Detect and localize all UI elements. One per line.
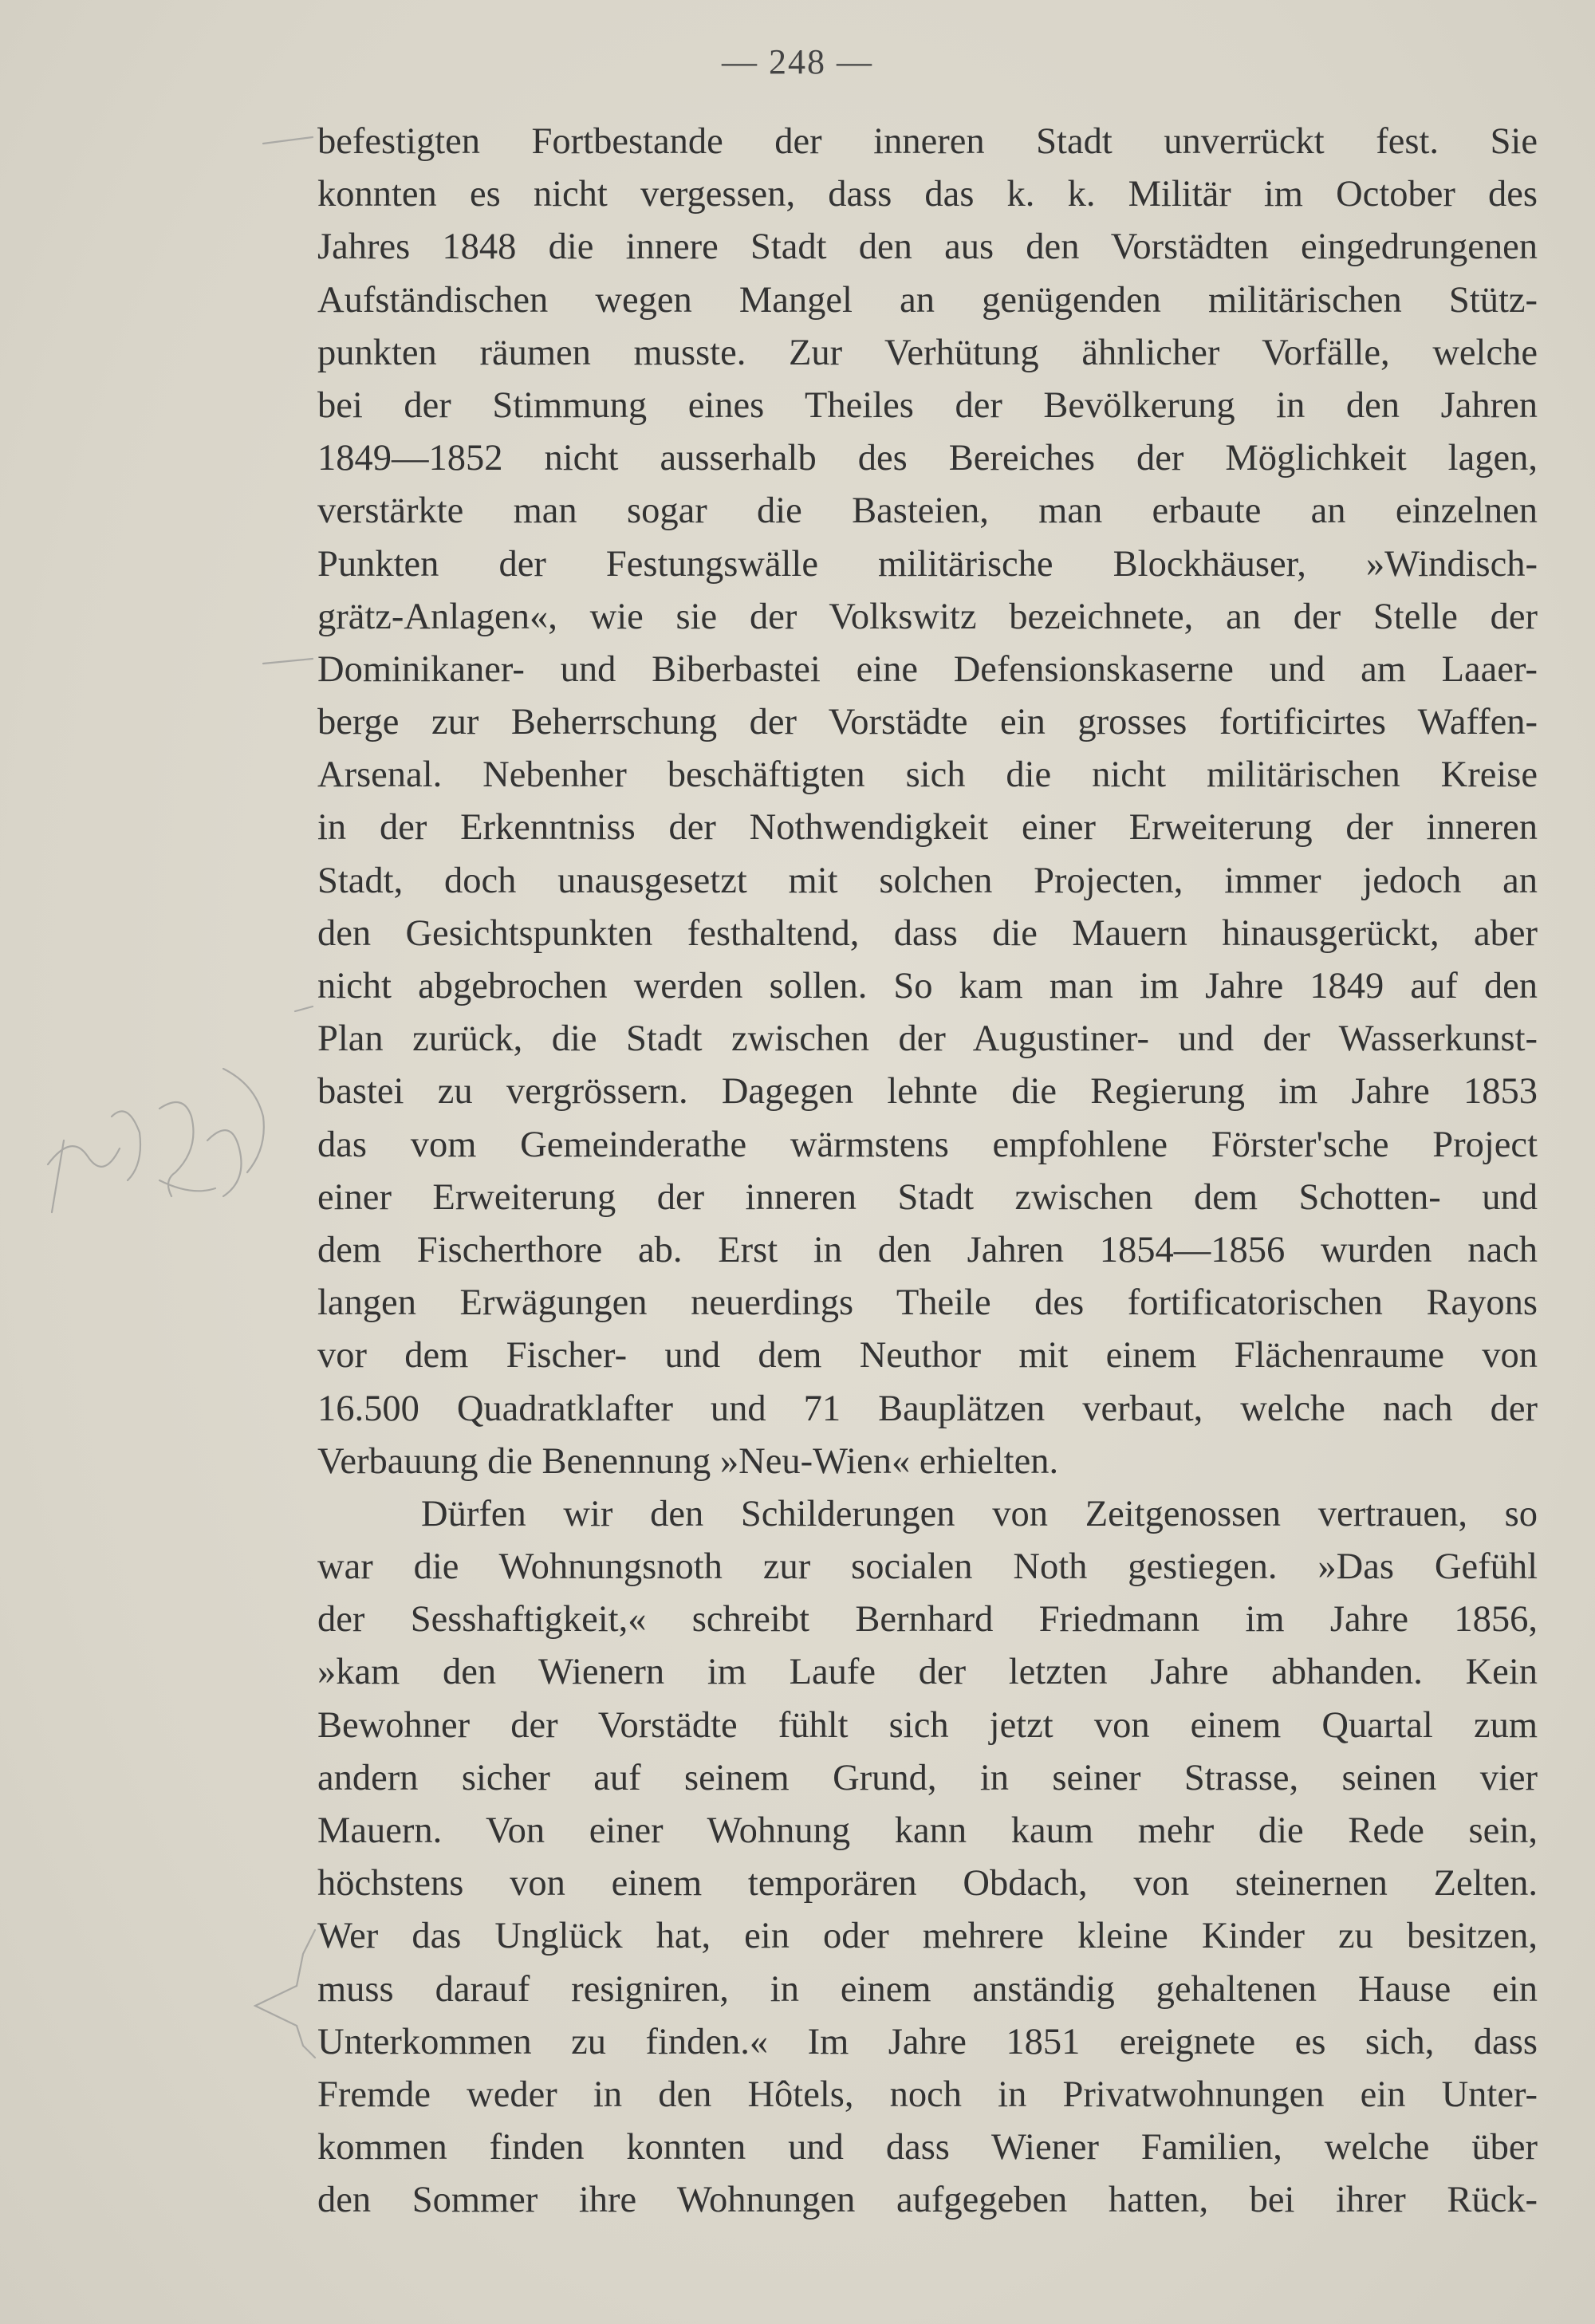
text-line: das vom Gemeinderathe wärmstens empfohlene Förster'sche Project <box>317 1124 1538 1165</box>
text-line: in der Erkenntniss der Nothwendigkeit einer Erweiterung der inneren <box>317 807 1538 849</box>
paragraph-2 <box>317 1488 1538 2227</box>
body-text <box>317 116 1538 2227</box>
paragraph-1 <box>317 116 1538 1488</box>
text-line: muss darauf resigniren, in einem anständig gehaltenen Hause ein <box>317 1968 1538 2010</box>
text-line: vor dem Fischer- und dem Neuthor mit einem Flächenraume von <box>317 1335 1538 1377</box>
text-line: berge zur Beherrschung der Vorstädte ein grosses fortificirtes Waffen- <box>317 702 1538 743</box>
text-line: Arsenal. Nebenher beschäftigten sich die nicht militärischen Kreise <box>317 754 1538 796</box>
text-line: andern sicher auf seinem Grund, in seiner Strasse, seinen vier <box>317 1757 1538 1798</box>
text-line: höchstens von einem temporären Obdach, von steinernen Zelten. <box>317 1863 1538 1904</box>
text-line: konnten es nicht vergessen, dass das k. k. Militär im October des <box>317 174 1538 215</box>
text-line: den Sommer ihre Wohnungen aufgegeben hatten, bei ihrer Rück- <box>317 2180 1538 2221</box>
text-line: punkten räumen musste. Zur Verhütung ähnlicher Vorfälle, welche <box>317 332 1538 373</box>
text-line: bastei zu vergrössern. Dagegen lehnte die Regierung im Jahre 1853 <box>317 1071 1538 1113</box>
text-line: nicht abgebrochen werden sollen. So kam man im Jahre 1849 auf den <box>317 966 1538 1006</box>
text-line: Aufständischen wegen Mangel an genügenden militärischen Stütz- <box>317 279 1538 321</box>
text-line: einer Erweiterung der inneren Stadt zwischen dem Schotten- und <box>317 1176 1538 1218</box>
text-line: Mauern. Von einer Wohnung kann kaum mehr die Rede sein, <box>317 1810 1538 1851</box>
text-line: Fremde weder in den Hôtels, noch in Privatwohnungen ein Unter- <box>317 2074 1538 2115</box>
text-line: bei der Stimmung eines Theiles der Bevölkerung in den Jahren <box>317 384 1538 426</box>
text-line: Dürfen wir den Schilderungen von Zeitgenossen vertrauen, so <box>421 1493 1538 1534</box>
text-line: Dominikaner- und Biberbastei eine Defensionskaserne und am Laaer- <box>317 648 1538 690</box>
text-line: Bewohner der Vorstädte fühlt sich jetzt von einem Quartal zum <box>317 1704 1538 1746</box>
text-line: 16.500 Quadratklafter und 71 Bauplätzen verbaut, welche nach der <box>317 1388 1538 1429</box>
text-line: verstärkte man sogar die Basteien, man erbaute an einzelnen <box>317 490 1538 532</box>
text-line: Plan zurück, die Stadt zwischen der Augustiner- und der Wasserkunst- <box>317 1018 1538 1060</box>
text-line: Punkten der Festungswälle militärische Blockhäuser, »Windisch- <box>317 543 1538 585</box>
text-line: langen Erwägungen neuerdings Theile des fortificatorischen Rayons <box>317 1282 1538 1324</box>
text-line: »kam den Wienern im Laufe der letzten Jahre abhanden. Kein <box>317 1652 1538 1693</box>
text-line: war die Wohnungsnoth zur socialen Noth gestiegen. »Das Gefühl <box>317 1546 1538 1588</box>
text-line: der Sesshaftigkeit,« schreibt Bernhard Friedmann im Jahre 1856, <box>317 1599 1538 1641</box>
text-line: Verbauung die Benennung »Neu-Wien« erhielten. <box>317 1440 1059 1482</box>
text-line: befestigten Fortbestande der inneren Stadt unverrückt fest. Sie <box>317 121 1538 162</box>
text-line: Wer das Unglück hat, ein oder mehrere kleine Kinder zu besitzen, <box>317 1916 1538 1957</box>
text-line: Jahres 1848 die innere Stadt den aus den Vorstädten eingedrungenen <box>317 226 1538 268</box>
text-line: den Gesichtspunkten festhaltend, dass die Mauern hinausgerückt, aber <box>317 912 1538 954</box>
page-number: — 248 — <box>722 42 873 81</box>
text-line: dem Fischerthore ab. Erst in den Jahren 1854—1856 wurden nach <box>317 1229 1538 1270</box>
text-line: kommen finden konnten und dass Wiener Familien, welche über <box>317 2127 1538 2168</box>
text-line: 1849—1852 nicht ausserhalb des Bereiches der Möglichkeit lagen, <box>317 438 1538 479</box>
text-line: Stadt, doch unausgesetzt mit solchen Projecten, immer jedoch an <box>317 860 1538 901</box>
text-line: Unterkommen zu finden.« Im Jahre 1851 ereignete es sich, dass <box>317 2021 1538 2062</box>
text-line: grätz-Anlagen«, wie sie der Volkswitz bezeichnete, an der Stelle der <box>317 596 1538 637</box>
